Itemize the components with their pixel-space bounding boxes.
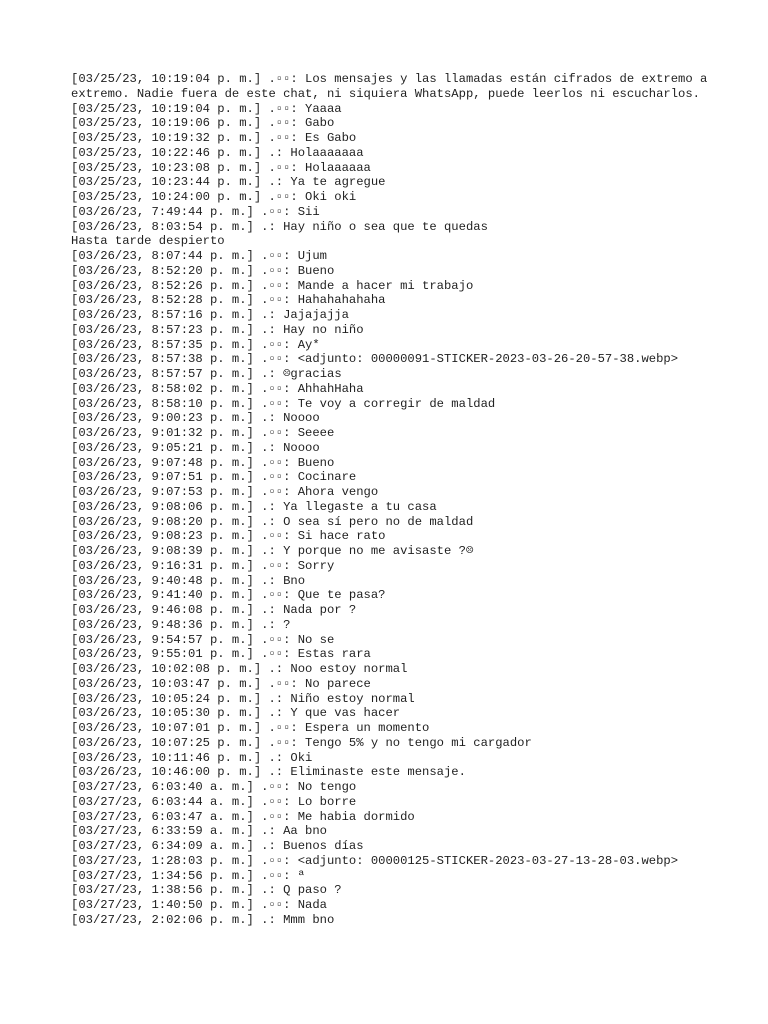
chat-line: [03/26/23, 8:03:54 p. m.] .: Hay niño o sea que te quedas — [71, 219, 488, 234]
chat-line: [03/26/23, 9:08:06 p. m.] .: Ya llegaste a tu casa — [71, 499, 437, 514]
chat-line: Hasta tarde despierto — [71, 234, 225, 249]
chat-line: [03/25/23, 10:19:04 p. m.] .▫▫: Los mensajes y las llamadas están cifrados de extremo a extremo. Nadie fuera de este chat, ni siquiera WhatsApp, puede leerlos ni escucharlos. — [71, 72, 715, 101]
chat-line: [03/26/23, 8:57:16 p. m.] .: Jajajajja — [71, 308, 349, 322]
chat-line: [03/26/23, 9:07:53 p. m.] .▫▫: Ahora vengo — [71, 485, 379, 499]
chat-line: [03/26/23, 8:57:57 p. m.] .: ☹gracias — [71, 367, 342, 381]
chat-line: [03/26/23, 9:08:23 p. m.] .▫▫: Si hace rato — [71, 529, 386, 544]
chat-line: [03/26/23, 9:01:32 p. m.] .▫▫: Seeee — [71, 426, 335, 440]
chat-line: [03/26/23, 8:58:10 p. m.] .▫▫: Te voy a corregir de maldad — [71, 396, 496, 411]
chat-line: [03/27/23, 6:33:59 a. m.] .: Aa bno — [71, 824, 327, 839]
chat-line: [03/26/23, 9:08:20 p. m.] .: O sea sí pero no de maldad — [71, 514, 474, 529]
chat-line: [03/26/23, 8:52:20 p. m.] .▫▫: Bueno — [71, 263, 335, 278]
chat-line: [03/25/23, 10:22:46 p. m.] .: Holaaaaaaa — [71, 145, 364, 160]
chat-line: [03/27/23, 2:02:06 p. m.] .: Mmm bno — [71, 912, 335, 927]
chat-line: [03/27/23, 6:34:09 a. m.] .: Buenos días — [71, 839, 364, 853]
chat-line: [03/25/23, 10:19:32 p. m.] .▫▫: Es Gabo — [71, 131, 357, 145]
chat-line: [03/26/23, 8:52:28 p. m.] .▫▫: Hahahahahaha — [71, 293, 386, 308]
chat-line: [03/26/23, 9:08:39 p. m.] .: Y porque no me avisaste ?☹ — [71, 544, 474, 558]
chat-line: [03/26/23, 9:00:23 p. m.] .: Noooo — [71, 411, 320, 426]
chat-transcript — [71, 72, 715, 928]
chat-line: [03/26/23, 9:40:48 p. m.] .: Bno — [71, 573, 306, 588]
chat-line: [03/26/23, 7:49:44 p. m.] .▫▫: Sii — [71, 204, 320, 219]
chat-line: [03/26/23, 9:55:01 p. m.] .▫▫: Estas rara — [71, 647, 371, 662]
chat-line: [03/27/23, 1:28:03 p. m.] .▫▫: <adjunto: 00000125-STICKER-2023-03-27-13-28-03.webp> — [71, 853, 679, 868]
chat-line: [03/26/23, 9:54:57 p. m.] .▫▫: No se — [71, 632, 335, 647]
chat-line: [03/26/23, 8:52:26 p. m.] .▫▫: Mande a hacer mi trabajo — [71, 278, 474, 293]
chat-line: [03/25/23, 10:19:04 p. m.] .▫▫: Yaaaa — [71, 101, 342, 116]
chat-line: [03/25/23, 10:23:44 p. m.] .: Ya te agregue — [71, 175, 386, 190]
chat-line: [03/26/23, 9:16:31 p. m.] .▫▫: Sorry — [71, 558, 335, 573]
chat-line: [03/27/23, 6:03:40 a. m.] .▫▫: No tengo — [71, 780, 357, 794]
chat-line: [03/26/23, 9:07:51 p. m.] .▫▫: Cocinare — [71, 470, 357, 485]
chat-line: [03/26/23, 10:11:46 p. m.] .: Oki — [71, 750, 313, 765]
chat-line: [03/26/23, 8:57:38 p. m.] .▫▫: <adjunto: 00000091-STICKER-2023-03-26-20-57-38.webp> — [71, 352, 679, 367]
chat-line: [03/26/23, 8:57:35 p. m.] .▫▫: Ay* — [71, 337, 320, 352]
chat-line: [03/25/23, 10:23:08 p. m.] .▫▫: Holaaaaaa — [71, 160, 371, 175]
chat-line: [03/26/23, 9:48:36 p. m.] .: ? — [71, 617, 291, 632]
chat-line: [03/26/23, 9:05:21 p. m.] .: Noooo — [71, 440, 320, 455]
chat-line: [03/27/23, 6:03:47 a. m.] .▫▫: Me habia dormido — [71, 809, 415, 824]
chat-line: [03/27/23, 1:40:50 p. m.] .▫▫: Nada — [71, 898, 327, 912]
chat-line: [03/26/23, 9:46:08 p. m.] .: Nada por ? — [71, 603, 357, 617]
chat-line: [03/26/23, 10:02:08 p. m.] .: Noo estoy normal — [71, 662, 408, 676]
chat-line: [03/26/23, 8:07:44 p. m.] .▫▫: Ujum — [71, 249, 327, 263]
chat-line: [03/26/23, 10:05:24 p. m.] .: Niño estoy normal — [71, 691, 415, 706]
chat-line: [03/27/23, 1:38:56 p. m.] .: Q paso ? — [71, 883, 342, 898]
chat-line: [03/26/23, 10:05:30 p. m.] .: Y que vas hacer — [71, 706, 401, 721]
chat-line: [03/26/23, 10:07:01 p. m.] .▫▫: Espera un momento — [71, 721, 430, 735]
chat-line: [03/27/23, 6:03:44 a. m.] .▫▫: Lo borre — [71, 794, 357, 809]
chat-line: [03/25/23, 10:19:06 p. m.] .▫▫: Gabo — [71, 116, 335, 131]
chat-line: [03/27/23, 1:34:56 p. m.] .▫▫: ª — [71, 868, 306, 883]
chat-line: [03/25/23, 10:24:00 p. m.] .▫▫: Oki oki — [71, 190, 357, 204]
chat-line: [03/26/23, 9:07:48 p. m.] .▫▫: Bueno — [71, 455, 335, 470]
chat-line: [03/26/23, 10:07:25 p. m.] .▫▫: Tengo 5% y no tengo mi cargador — [71, 735, 532, 750]
chat-line: [03/26/23, 10:46:00 p. m.] .: Eliminaste este mensaje. — [71, 765, 466, 780]
chat-line: [03/26/23, 8:58:02 p. m.] .▫▫: AhhahHaha — [71, 381, 364, 396]
chat-line: [03/26/23, 9:41:40 p. m.] .▫▫: Que te pasa? — [71, 588, 386, 603]
chat-line: [03/26/23, 10:03:47 p. m.] .▫▫: No parece — [71, 676, 371, 691]
chat-line: [03/26/23, 8:57:23 p. m.] .: Hay no niño — [71, 322, 364, 337]
